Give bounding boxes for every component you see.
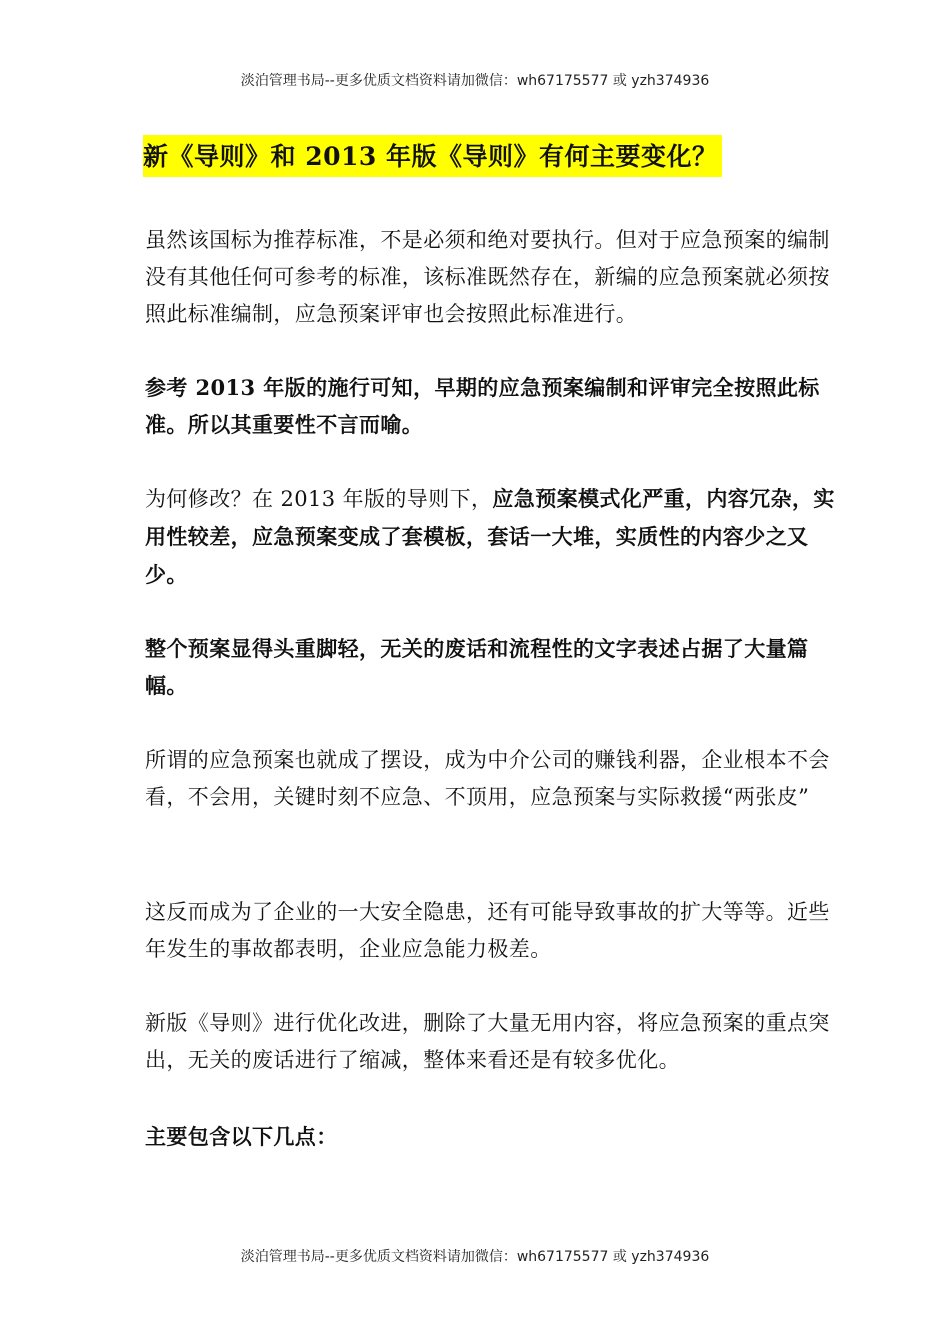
paragraph-5: 所谓的应急预案也就成了摆设，成为中介公司的赚钱利器，企业根本不会看，不会用，关键时刻不应急、不顶用，应急预案与实际救援“两张皮” xyxy=(145,748,830,809)
paragraph-7: 新版《导则》进行优化改进，删除了大量无用内容，将应急预案的重点突出，无关的废话进行了缩减，整体来看还是有较多优化。 xyxy=(145,1011,830,1072)
paragraph-3-lead: 为何修改？在 2013 年版的导则下， xyxy=(145,487,493,511)
paragraph-3 xyxy=(145,480,835,594)
paragraph-1: 虽然该国标为推荐标准，不是必须和绝对要执行。但对于应急预案的编制没有其他任何可参考的标准，该标准既然存在，新编的应急预案就必须按照此标准编制，应急预案评审也会按照此标准进行。 xyxy=(145,228,830,326)
paragraph-6: 这反而成为了企业的一大安全隐患，还有可能导致事故的扩大等等。近些年发生的事故都表明，企业应急能力极差。 xyxy=(145,900,830,961)
page-header: 淡泊管理书局--更多优质文档资料请加微信：wh67175577 或 yzh374936 xyxy=(240,73,710,89)
page-title: 新《导则》和 2013 年版《导则》有何主要变化？ xyxy=(143,135,722,177)
paragraph-8: 主要包含以下几点： xyxy=(145,1124,338,1149)
paragraph-2: 参考 2013 年版的施行可知，早期的应急预案编制和评审完全按照此标准。所以其重要性不言而喻。 xyxy=(145,375,820,437)
title-block xyxy=(143,135,722,177)
page-footer: 淡泊管理书局--更多优质文档资料请加微信：wh67175577 或 yzh374936 xyxy=(240,1249,710,1265)
paragraph-4: 整个预案显得头重脚轻，无关的废话和流程性的文字表述占据了大量篇幅。 xyxy=(145,636,809,698)
paragraph-3-bold: 应急预案模式化严重，内容冗杂，实用性较差，应急预案变成了套模板，套话一大堆，实质性的内容少之又少。 xyxy=(145,486,835,587)
